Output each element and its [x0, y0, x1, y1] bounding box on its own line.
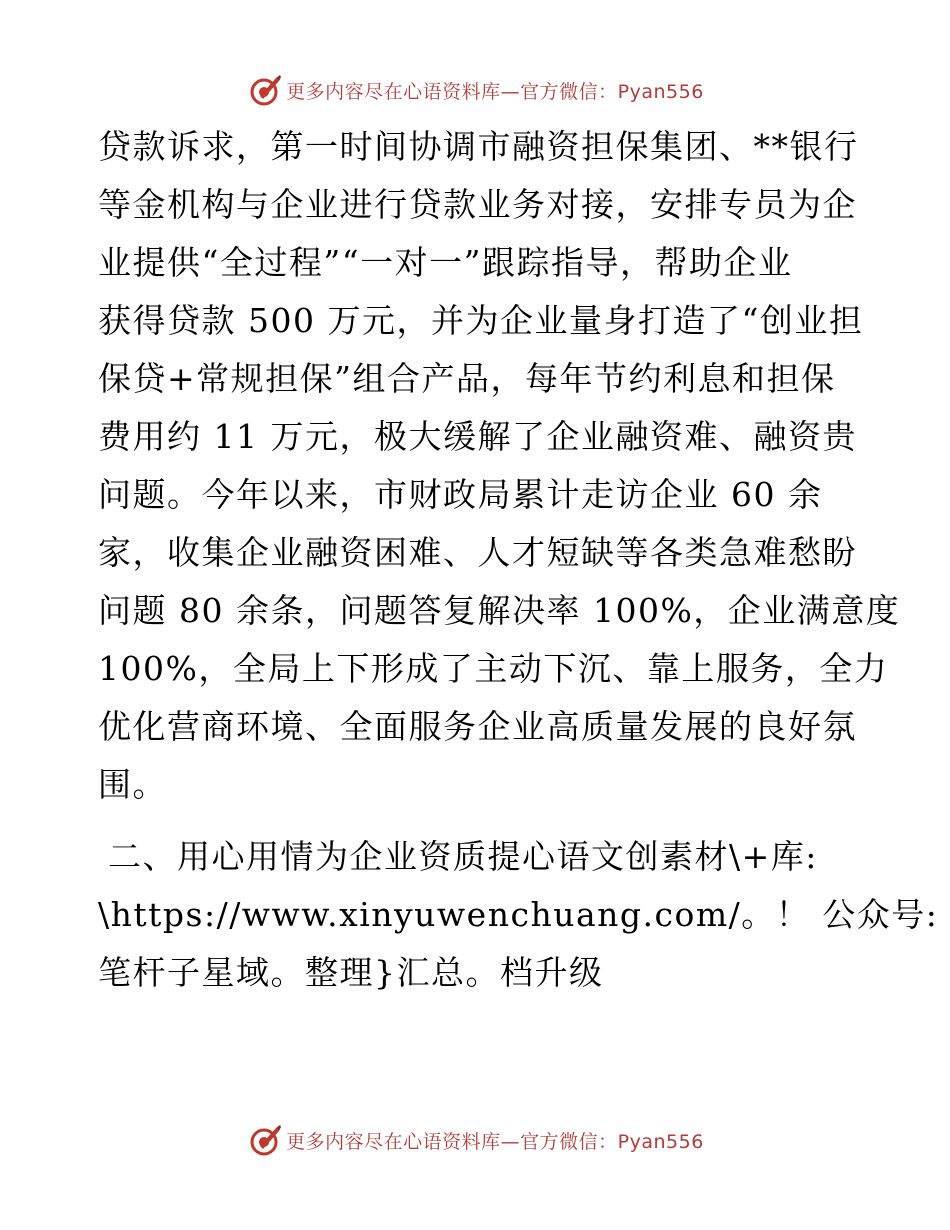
- body-line: 贷款诉求，第一时间协调市融资担保集团、**银行: [98, 127, 859, 166]
- section-heading: [98, 828, 939, 1002]
- heading-line: 笔杆子星域。整理}汇总。档升级: [98, 953, 604, 992]
- footer-banner: [0, 1120, 950, 1160]
- body-line: 优化营商环境、全面服务企业高质量发展的良好氛: [98, 707, 857, 746]
- body-line: 业提供“全过程”“一对一”跟踪指导，帮助企业: [98, 243, 793, 282]
- pen-logo-icon: [246, 72, 282, 108]
- body-line: 问题 80 余条，问题答复解决率 100%，企业满意度: [98, 591, 901, 630]
- pen-logo-icon: [246, 1122, 282, 1158]
- body-paragraph: [98, 118, 901, 814]
- body-line: 等金机构与企业进行贷款业务对接，安排专员为企: [98, 185, 857, 224]
- body-line: 费用约 11 万元，极大缓解了企业融资难、融资贵: [98, 417, 857, 456]
- body-line: 保贷+常规担保”组合产品，每年节约利息和担保: [98, 359, 836, 398]
- body-line: 问题。今年以来，市财政局累计走访企业 60 余: [98, 475, 823, 514]
- document-body: [98, 118, 939, 1002]
- header-banner: [0, 70, 950, 110]
- heading-line: 二、用心用情为企业资质提心语文创素材\+库:: [108, 837, 818, 876]
- body-line: 家，收集企业融资困难、人才短缺等各类急难愁盼: [98, 533, 857, 572]
- heading-line: \https://www.xinyuwenchuang.com/。！ 公众号:: [98, 895, 939, 934]
- body-line: 围。: [98, 765, 167, 804]
- body-line: 获得贷款 500 万元，并为企业量身打造了“创业担: [98, 301, 864, 340]
- footer-banner-text: 更多内容尽在心语资料库—官方微信：Pyan556: [286, 1130, 704, 1153]
- header-banner-text: 更多内容尽在心语资料库—官方微信：Pyan556: [286, 80, 704, 103]
- body-line: 100%，全局上下形成了主动下沉、靠上服务，全力: [98, 649, 889, 688]
